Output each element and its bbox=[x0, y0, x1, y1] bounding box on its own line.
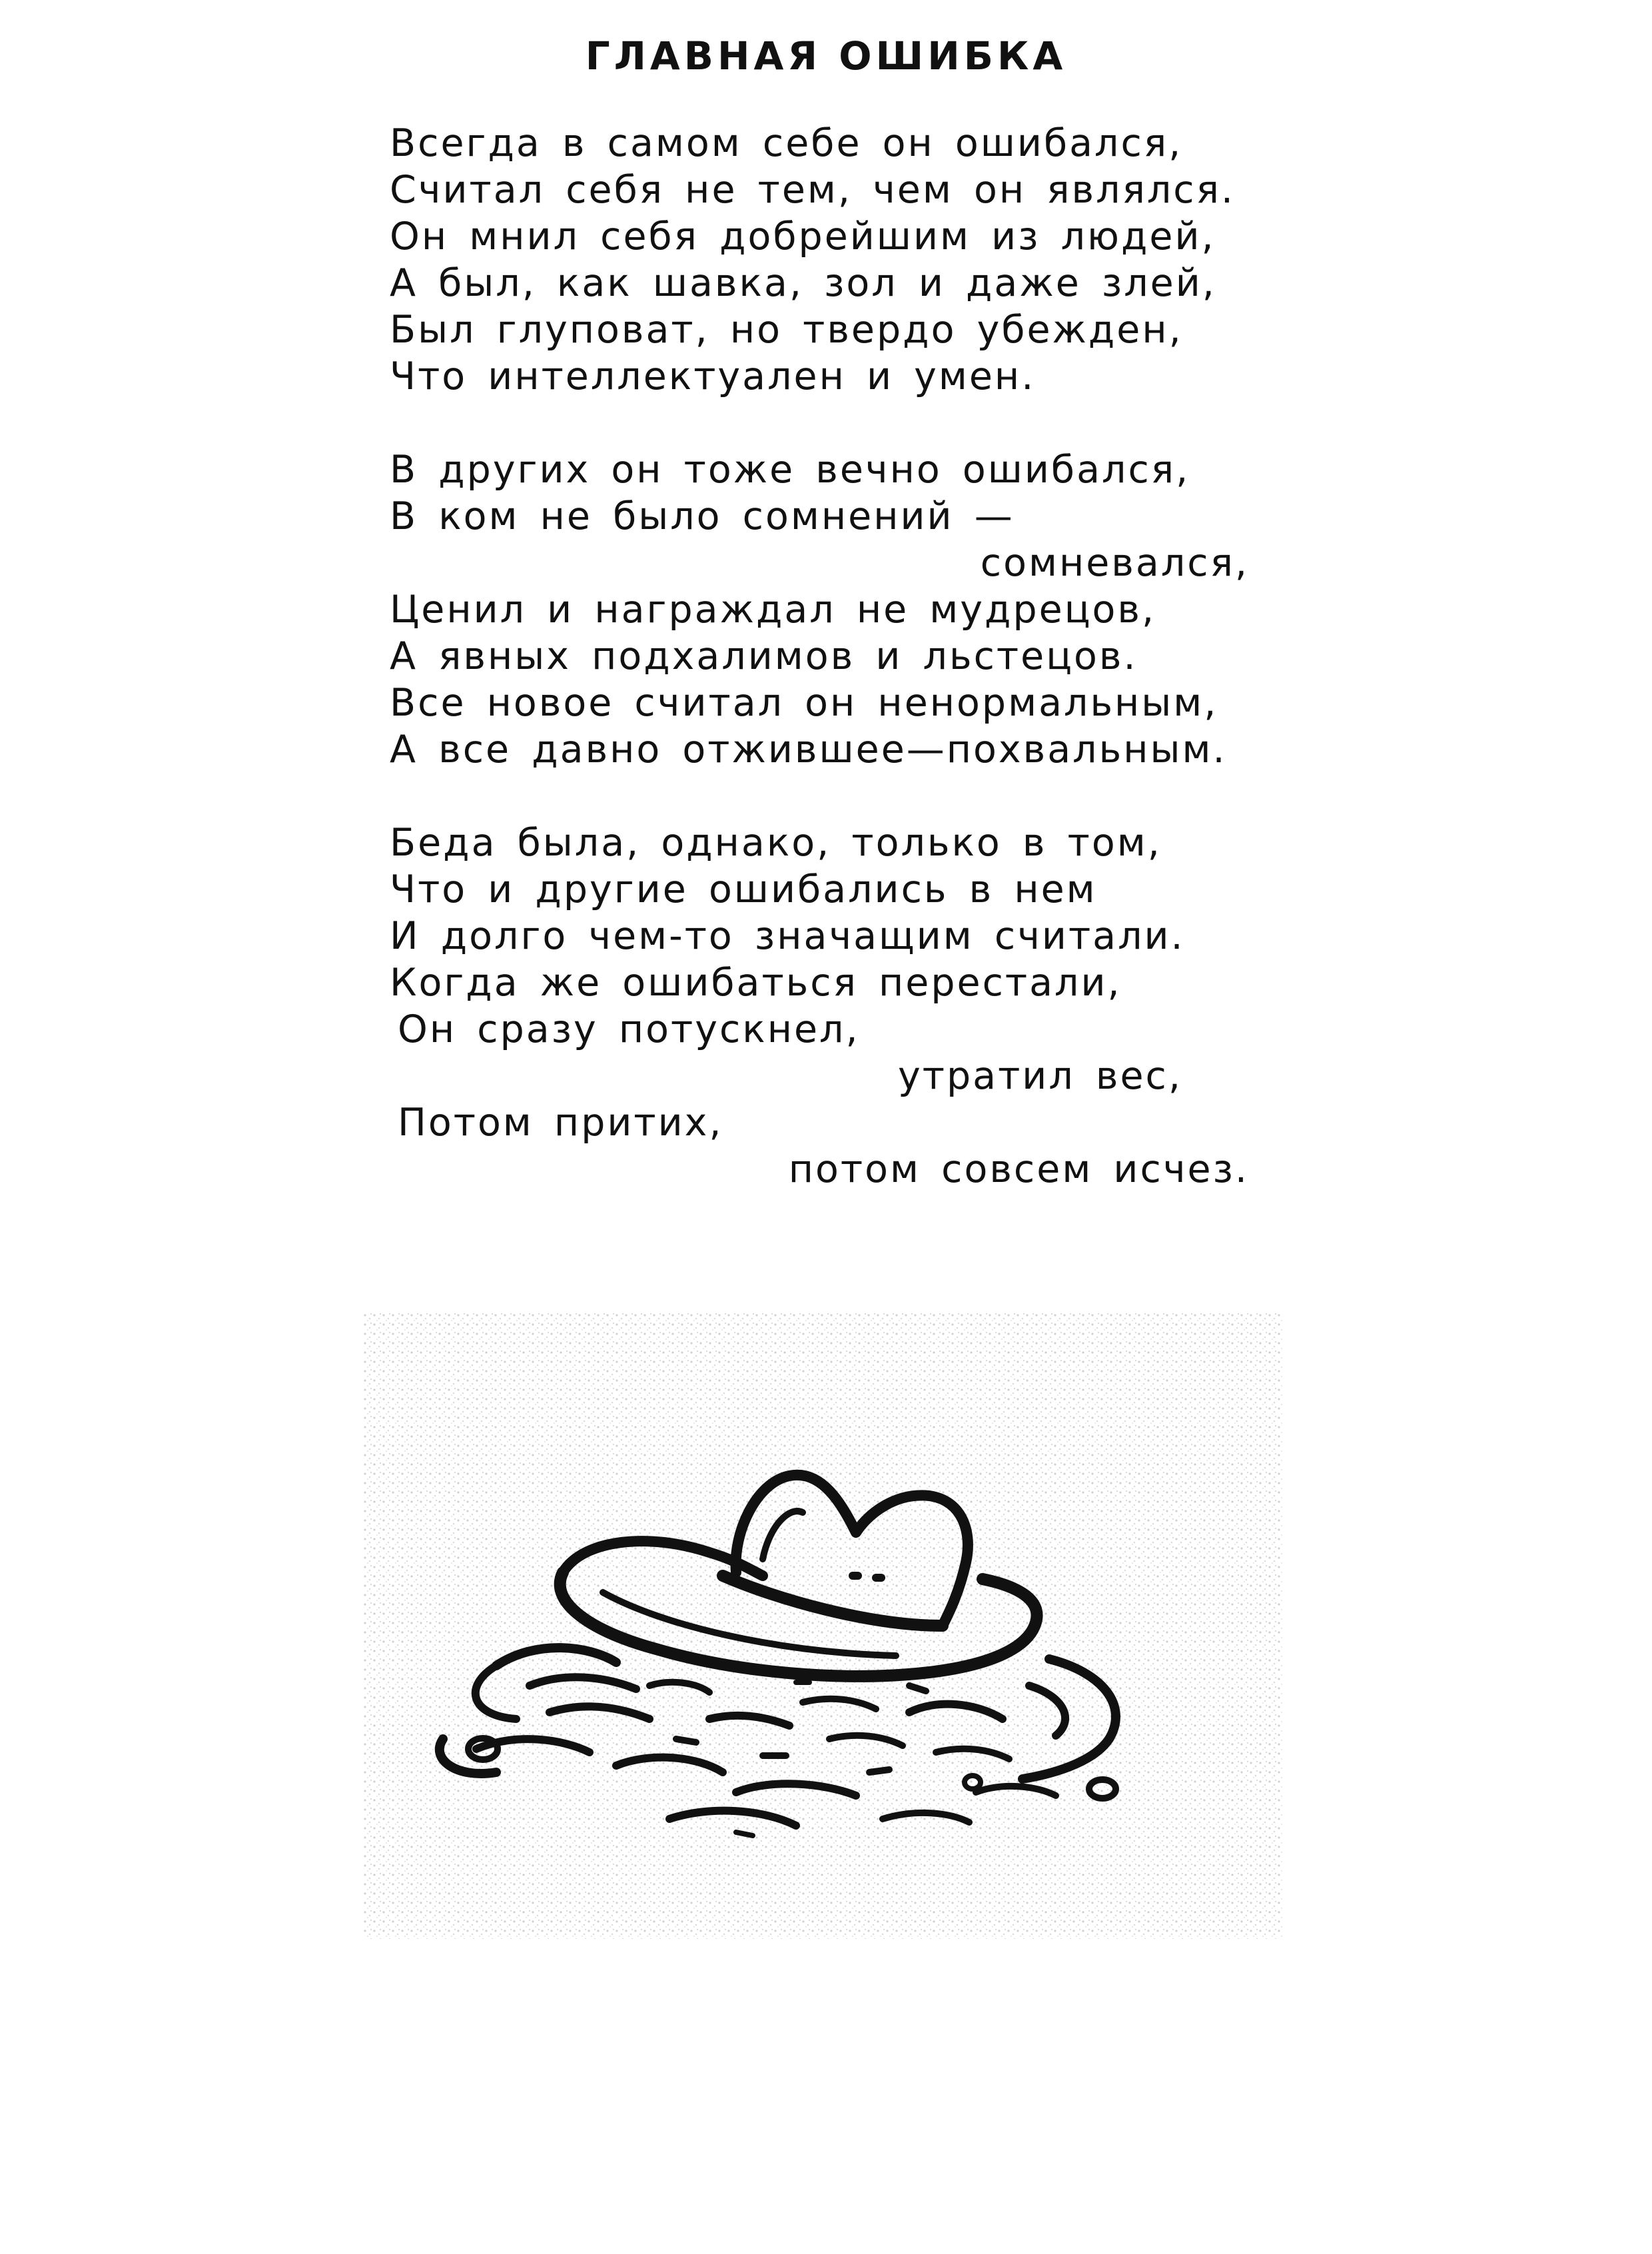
poem-body bbox=[390, 120, 1249, 1193]
poem-line: Считал себя не тем, чем он являлся. bbox=[390, 168, 1236, 212]
poem-line: Был глуповат, но твердо убежден, bbox=[390, 308, 1183, 352]
poem-line: Ценил и награждал не мудрецов, bbox=[390, 588, 1156, 632]
poem-line: Что интеллектуален и умен. bbox=[390, 354, 1036, 398]
poem-line: В других он тоже вечно ошибался, bbox=[390, 448, 1190, 492]
poem-line: Он мнил себя добрейшим из людей, bbox=[390, 215, 1216, 259]
poem-title: ГЛАВНАЯ ОШИБКА bbox=[585, 33, 1067, 79]
poem-line: А все давно отжившее—похвальным. bbox=[390, 728, 1227, 772]
poem-line: Всегда в самом себе он ошибался, bbox=[390, 121, 1183, 165]
poem-line: Он сразу потускнел, bbox=[398, 1007, 860, 1051]
poem-line: А был, как шавка, зол и даже злей, bbox=[390, 261, 1216, 305]
water-background bbox=[363, 1313, 1282, 1939]
stanza-3 bbox=[390, 820, 1249, 1193]
poem-line: Потом притих, bbox=[398, 1101, 723, 1145]
poem-line: И долго чем-то значащим считали. bbox=[390, 914, 1185, 958]
stanza-2 bbox=[390, 446, 1249, 773]
poem-line: А явных подхалимов и льстецов. bbox=[390, 634, 1138, 678]
poem-line: утратил вес, bbox=[898, 1054, 1182, 1098]
poem-line: Все новое считал он ненормальным, bbox=[390, 681, 1218, 725]
poem-line: Беда была, однако, только в том, bbox=[390, 821, 1162, 865]
poem-line: Что и другие ошибались в нем bbox=[390, 867, 1097, 911]
hat-floating-on-water-icon bbox=[363, 1313, 1282, 1939]
poem-line: В ком не было сомнений — bbox=[390, 494, 1015, 538]
stanza-1 bbox=[390, 120, 1249, 400]
poem-line: сомневался, bbox=[980, 541, 1249, 585]
poem-line: Когда же ошибаться перестали, bbox=[390, 961, 1122, 1005]
poem-line: потом совсем исчез. bbox=[788, 1147, 1249, 1191]
